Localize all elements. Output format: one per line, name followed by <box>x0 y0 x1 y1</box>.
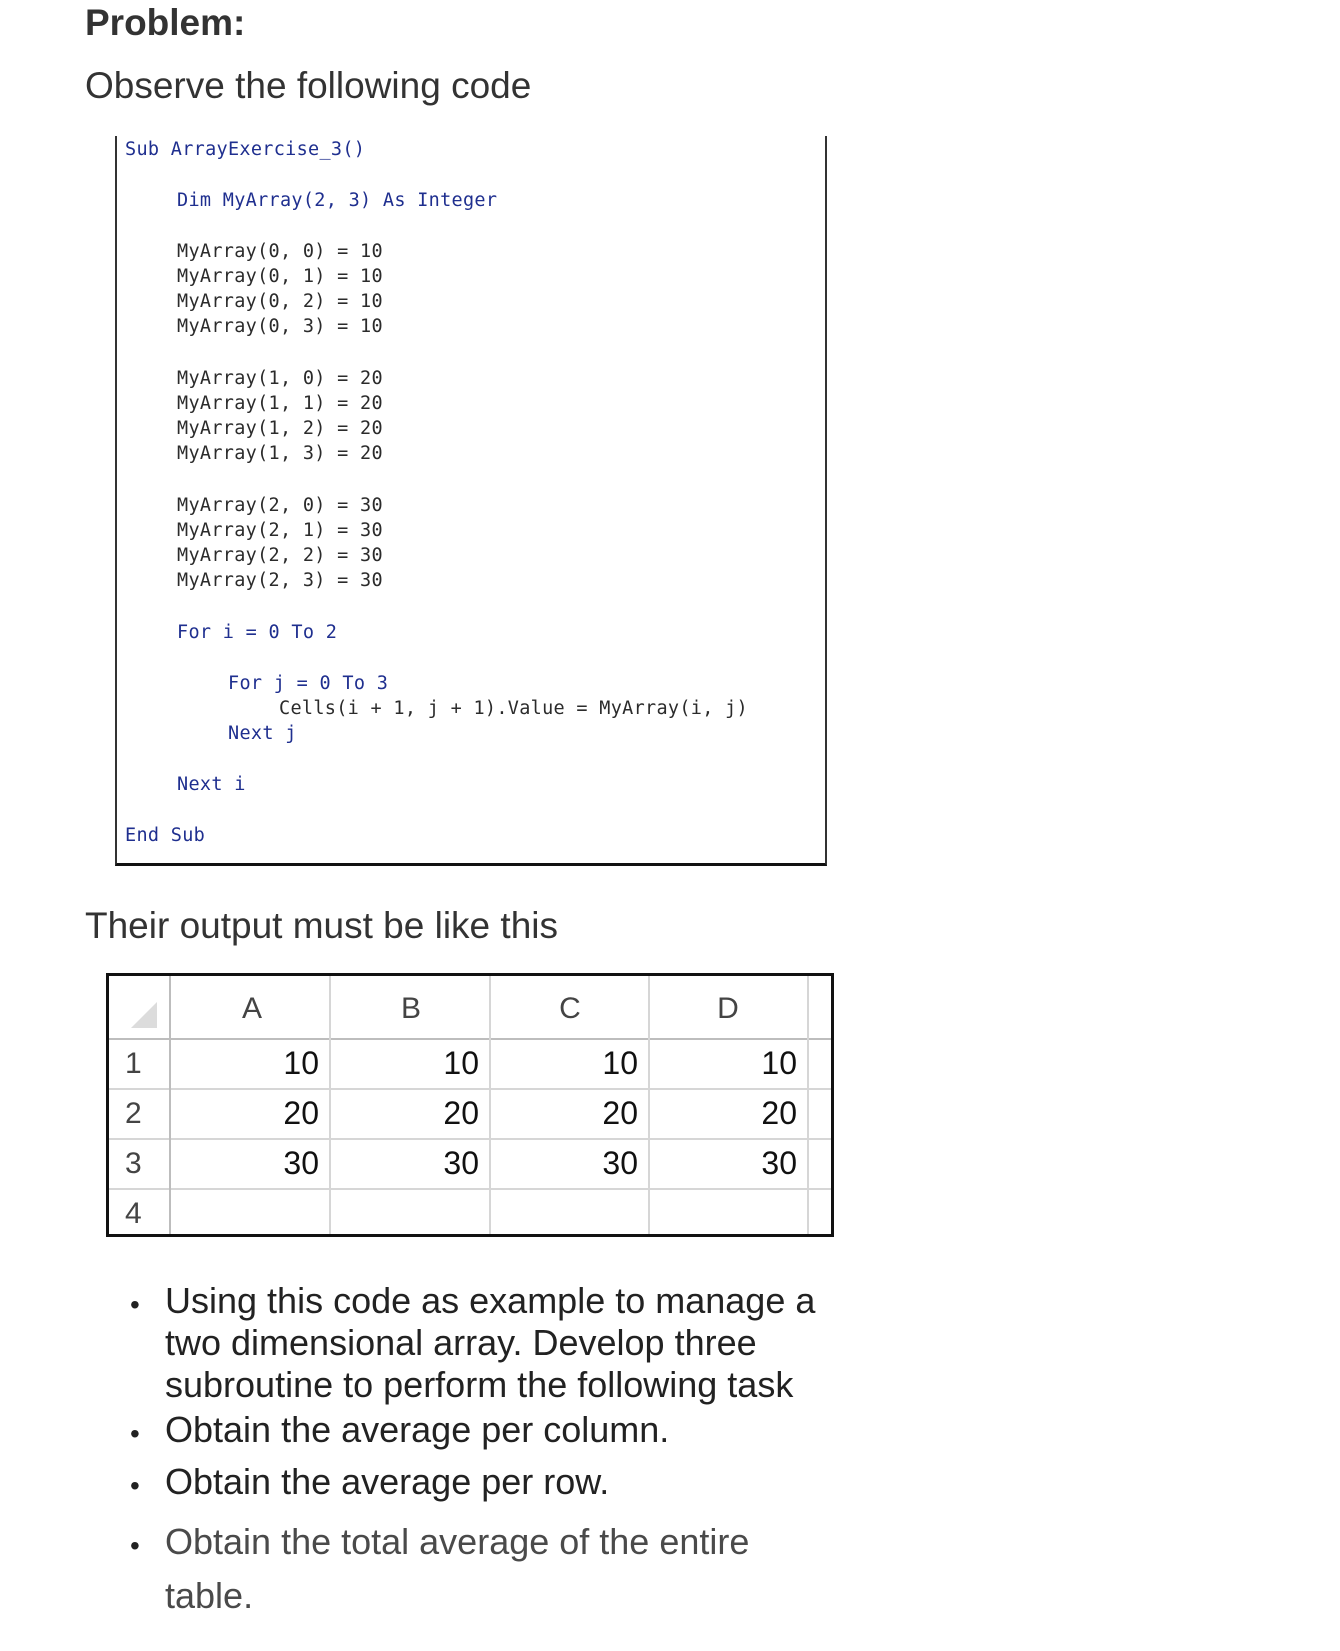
cell-d2[interactable]: 20 <box>761 1095 797 1131</box>
code-line: MyArray(0, 2) = 10 <box>177 291 383 312</box>
cell-b1[interactable]: 10 <box>443 1045 479 1081</box>
code-line: Cells(i + 1, j + 1).Value = MyArray(i, j) <box>279 698 748 719</box>
task-item: Obtain the average per row. <box>165 1461 610 1502</box>
code-line: For j = 0 To 3 <box>228 673 389 694</box>
cell-a3[interactable]: 30 <box>283 1145 319 1181</box>
code-line: MyArray(1, 3) = 20 <box>177 443 383 464</box>
cell-c2[interactable]: 20 <box>602 1095 638 1131</box>
code-line: MyArray(2, 0) = 30 <box>177 495 383 516</box>
task-item: Obtain the average per column. <box>165 1409 670 1450</box>
bullet-marker: • <box>130 1470 140 1501</box>
problem-heading: Problem: <box>85 2 246 43</box>
cell-b3[interactable]: 30 <box>443 1145 479 1181</box>
output-label: Their output must be like this <box>85 905 558 946</box>
code-line: MyArray(2, 1) = 30 <box>177 520 383 541</box>
code-line: MyArray(0, 1) = 10 <box>177 266 383 287</box>
spreadsheet-output <box>106 973 834 1237</box>
select-all-corner[interactable] <box>131 1002 157 1028</box>
code-line: MyArray(2, 2) = 30 <box>177 545 383 566</box>
row-header-4[interactable]: 4 <box>125 1197 142 1230</box>
task-item: Obtain the total average of the entire table. <box>165 1521 750 1616</box>
code-line: MyArray(1, 1) = 20 <box>177 393 383 414</box>
cell-d3[interactable]: 30 <box>761 1145 797 1181</box>
cell-c1[interactable]: 10 <box>602 1045 638 1081</box>
cell-b2[interactable]: 20 <box>443 1095 479 1131</box>
code-block <box>115 136 827 866</box>
cell-c3[interactable]: 30 <box>602 1145 638 1181</box>
row-header-1[interactable]: 1 <box>125 1047 142 1080</box>
column-header-d[interactable]: D <box>717 992 739 1025</box>
row-header-2[interactable]: 2 <box>125 1097 142 1130</box>
code-line: Next j <box>228 723 297 744</box>
cell-a1[interactable]: 10 <box>283 1045 319 1081</box>
row-header-3[interactable]: 3 <box>125 1147 142 1180</box>
column-header-a[interactable]: A <box>241 992 262 1025</box>
column-header-b[interactable]: B <box>400 992 421 1025</box>
code-line: Next i <box>177 774 246 795</box>
code-line: Sub ArrayExercise_3() <box>125 139 366 160</box>
code-line: MyArray(2, 3) = 30 <box>177 570 383 591</box>
column-header-c[interactable]: C <box>559 992 581 1025</box>
bullet-marker: • <box>130 1530 140 1561</box>
code-line: Dim MyArray(2, 3) As Integer <box>177 190 498 211</box>
code-line: For i = 0 To 2 <box>177 622 338 643</box>
bullet-marker: • <box>130 1289 140 1320</box>
code-line: MyArray(1, 2) = 20 <box>177 418 383 439</box>
cell-a2[interactable]: 20 <box>283 1095 319 1131</box>
code-line: MyArray(0, 0) = 10 <box>177 241 383 262</box>
bullet-marker: • <box>130 1418 140 1449</box>
intro-text: Observe the following code <box>85 65 532 106</box>
task-item: Using this code as example to manage a two dimensional array. Develop three subroutine to perform the following task <box>165 1280 816 1405</box>
code-line: MyArray(1, 0) = 20 <box>177 368 383 389</box>
cell-d1[interactable]: 10 <box>761 1045 797 1081</box>
code-line: MyArray(0, 3) = 10 <box>177 316 383 337</box>
code-line: End Sub <box>125 825 206 846</box>
